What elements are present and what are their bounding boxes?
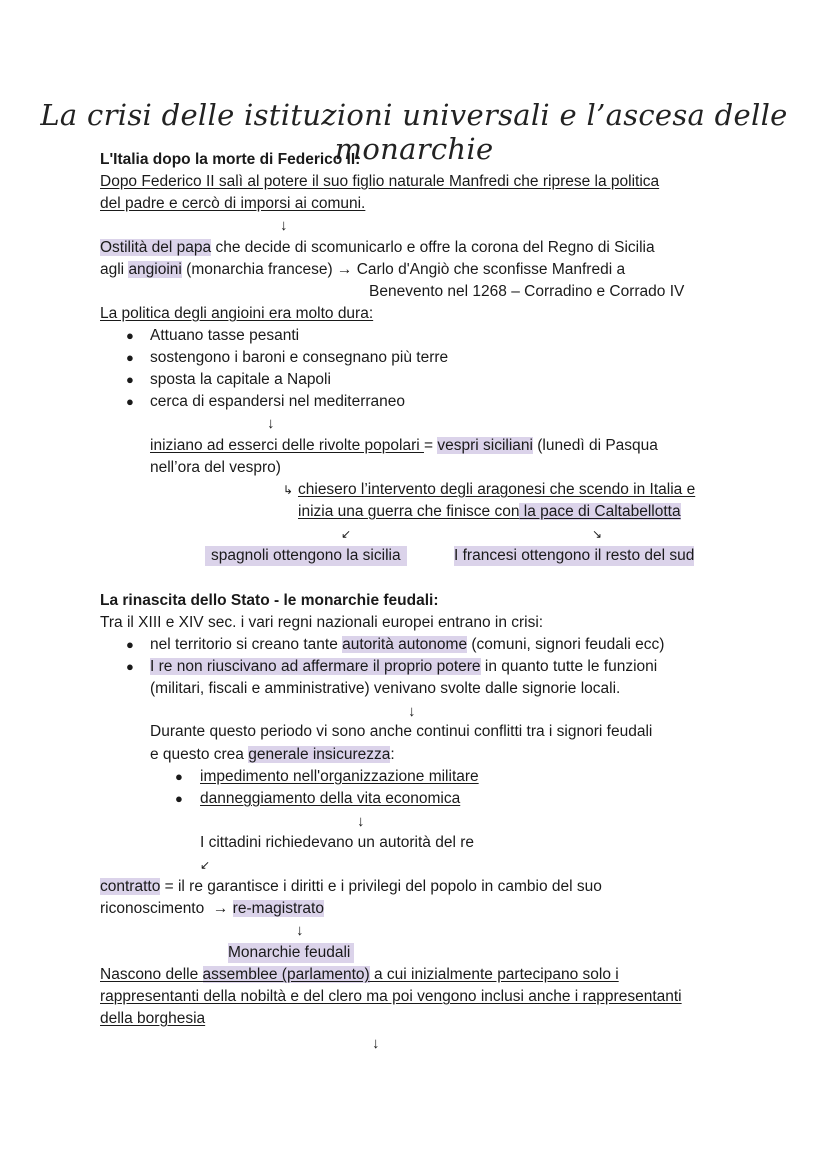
highlight: autorità autonome	[342, 636, 468, 653]
arrow-down-right-icon: ↘	[592, 527, 603, 541]
result-left: spagnoli ottengono la sicilia	[205, 546, 407, 566]
list-item: Attuano tasse pesanti	[150, 327, 300, 344]
paragraph-line	[100, 877, 602, 897]
arrow-down-icon: ↓	[372, 1035, 380, 1052]
highlight: I re non riuscivano ad affermare il proprio potere	[150, 658, 481, 675]
paragraph-line	[100, 965, 619, 985]
bullet-icon: ●	[126, 394, 134, 409]
text: Nascono delle	[100, 966, 203, 983]
highlight: contratto	[100, 878, 161, 895]
paragraph-line	[150, 745, 395, 765]
text: agli	[100, 261, 129, 278]
paragraph-line: (militari, fiscali e amministrative) venivano svolte dalle signorie locali.	[150, 680, 621, 697]
paragraph-line: chiesero l’intervento degli aragonesi che scendo in Italia e	[298, 481, 696, 498]
list-item: impedimento nell'organizzazione militare	[200, 768, 479, 785]
paragraph-line: nell’ora del vespro)	[150, 459, 281, 476]
arrow-down-icon: ↓	[296, 922, 304, 939]
section-heading: L'Italia dopo la morte di Federico II:	[100, 151, 361, 168]
highlight: Monarchie feudali	[228, 943, 354, 963]
paragraph-line	[100, 899, 324, 919]
text: (lunedì di Pasqua	[532, 437, 658, 454]
arrow-down-left-icon: ↙	[341, 527, 352, 541]
arrow-down-left-icon: ↙	[200, 858, 211, 872]
paragraph-line: Benevento nel 1268 – Corradino e Corrado IV	[369, 283, 685, 300]
text: riconoscimento →	[100, 900, 233, 917]
highlight: la pace di Caltabellotta	[519, 503, 681, 520]
bullet-icon: ●	[126, 637, 134, 652]
text: = il re garantisce i diritti e i privilegi del popolo in cambio del suo	[160, 878, 602, 895]
bullet-icon: ●	[126, 372, 134, 387]
list-item: sposta la capitale a Napoli	[150, 371, 331, 388]
paragraph-line: La politica degli angioini era molto dura:	[100, 305, 374, 322]
highlight: generale insicurezza	[248, 746, 391, 763]
highlight: assemblee (parlamento)	[202, 966, 370, 983]
list-item: sostengono i baroni e consegnano più terre	[150, 349, 449, 366]
section-heading: La rinascita dello Stato - le monarchie feudali:	[100, 592, 439, 609]
text: (monarchia francese) → Carlo d'Angiò che sconfisse Manfredi a	[181, 261, 626, 278]
text: =	[423, 437, 438, 454]
paragraph-line: del padre e cercò di imporsi ai comuni.	[100, 195, 366, 212]
text: in quanto tutte le funzioni	[480, 658, 658, 675]
paragraph-line	[150, 436, 658, 456]
result-right: I francesi ottengono il resto del sud	[454, 547, 695, 564]
paragraph-line	[298, 502, 681, 522]
arrow-down-icon: ↓	[280, 217, 288, 234]
highlight: Ostilità del papa	[100, 239, 212, 256]
text: nel territorio si creano tante	[150, 636, 343, 653]
hook-arrow-icon: ↳	[283, 483, 294, 497]
paragraph-line: della borghesia	[100, 1010, 206, 1027]
highlight: re-magistrato	[232, 900, 324, 917]
bullet-icon: ●	[175, 791, 183, 806]
text: che decide di scomunicarlo e offre la corona del Regno di Sicilia	[211, 239, 655, 256]
highlight: vespri siciliani	[437, 437, 533, 454]
text: a cui inizialmente partecipano solo i	[369, 966, 619, 983]
arrow-down-icon: ↓	[357, 813, 365, 830]
text: iniziano ad esserci delle rivolte popolari	[150, 437, 424, 454]
paragraph-line: Durante questo periodo vi sono anche continui conflitti tra i signori feudali	[150, 723, 653, 740]
text: (comuni, signori feudali ecc)	[467, 636, 665, 653]
arrow-down-icon: ↓	[408, 703, 416, 720]
text: e questo crea	[150, 746, 249, 763]
paragraph-line: Dopo Federico II salì al potere il suo figlio naturale Manfredi che riprese la politica	[100, 173, 660, 190]
list-item: cerca di espandersi nel mediterraneo	[150, 393, 406, 410]
highlight: angioini	[128, 261, 182, 278]
paragraph-line	[100, 260, 625, 280]
list-item: danneggiamento della vita economica	[200, 790, 461, 807]
list-item	[150, 635, 664, 655]
bullet-icon: ●	[126, 659, 134, 674]
arrow-down-icon: ↓	[267, 415, 275, 432]
list-item	[150, 657, 657, 677]
bullet-icon: ●	[175, 769, 183, 784]
bullet-icon: ●	[126, 328, 134, 343]
paragraph-line: Tra il XIII e XIV sec. i vari regni nazionali europei entrano in crisi:	[100, 614, 544, 631]
document-title: La crisi delle istituzioni universali e l’ascesa delle monarchie	[40, 98, 788, 166]
text: inizia una guerra che finisce con	[298, 503, 520, 520]
paragraph-line	[100, 238, 655, 258]
paragraph-line: rappresentanti della nobiltà e del clero ma poi vengono inclusi anche i rappresentanti	[100, 988, 682, 1005]
bullet-icon: ●	[126, 350, 134, 365]
paragraph-line: I cittadini richiedevano un autorità del re	[200, 834, 474, 851]
text: :	[390, 746, 395, 763]
